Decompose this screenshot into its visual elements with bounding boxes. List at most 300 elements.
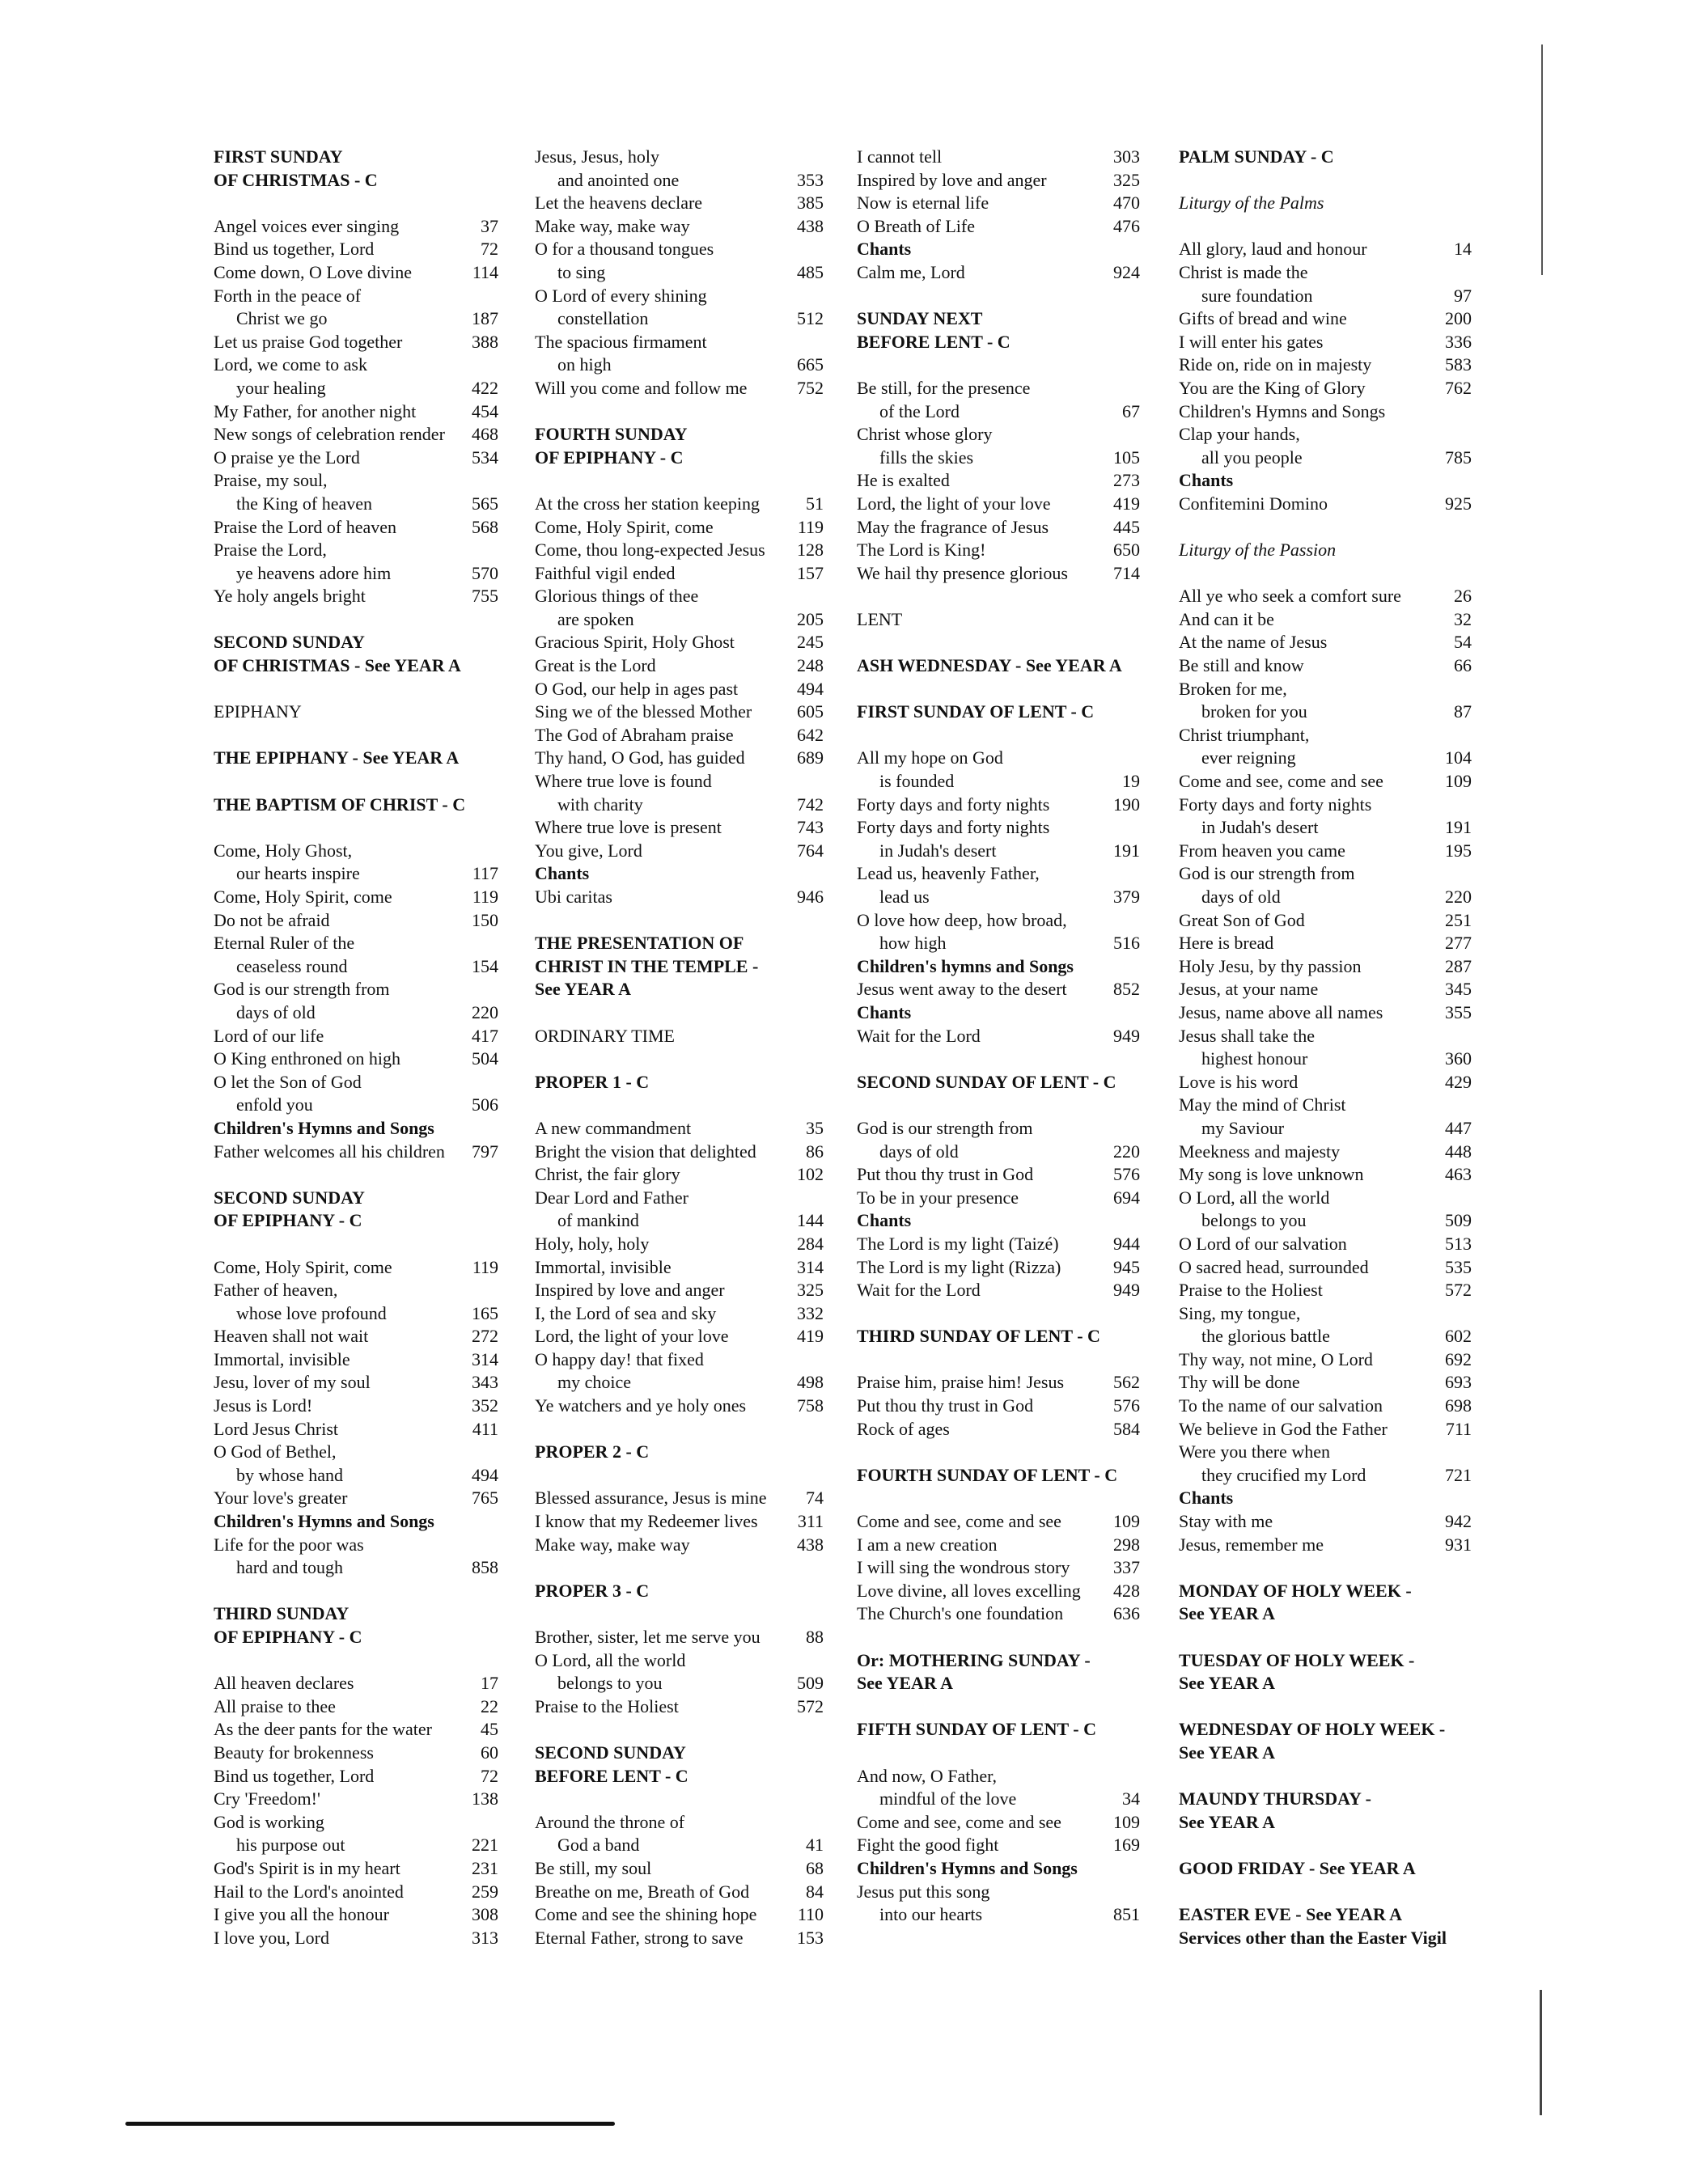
hymn-title: Holy Jesu, by thy passion — [1179, 955, 1362, 976]
section-heading: PALM SUNDAY - C — [1179, 146, 1334, 167]
hymn-number: 332 — [797, 1302, 824, 1323]
hymn-title: Christ we go — [236, 308, 328, 329]
hymn-title: The Lord is my light (Taizé) — [857, 1233, 1059, 1254]
hymn-entry — [214, 1765, 498, 1788]
spacer — [535, 1788, 824, 1811]
hymn-entry — [214, 955, 498, 979]
hymn-number: 755 — [472, 586, 498, 607]
hymn-title: constellation — [557, 308, 649, 329]
hymn-title: they crucified my Lord — [1201, 1464, 1366, 1485]
section-heading: EPIPHANY — [214, 701, 302, 722]
section-heading: THE EPIPHANY - See YEAR A — [214, 747, 460, 768]
hymn-entry — [1179, 932, 1472, 955]
category-label: Children's hymns and Songs — [857, 955, 1074, 976]
hymn-entry — [214, 1788, 498, 1811]
hymn-number: 110 — [797, 1904, 824, 1925]
hymn-title: Rock of ages — [857, 1418, 950, 1439]
hymn-number: 303 — [1113, 146, 1140, 167]
hymn-number: 153 — [797, 1927, 824, 1948]
hymn-number: 438 — [797, 215, 824, 236]
hymn-number: 445 — [1113, 516, 1140, 537]
hymn-entry — [1179, 816, 1472, 840]
hymn-number: 584 — [1113, 1418, 1140, 1439]
hymn-number: 504 — [472, 1048, 498, 1069]
hymn-number: 138 — [472, 1788, 498, 1809]
hymn-title-line: Eternal Ruler of the — [214, 933, 355, 954]
category-label: Children's Hymns and Songs — [857, 1857, 1078, 1878]
hymn-number: 35 — [806, 1117, 824, 1138]
hymn-title: Immortal, invisible — [535, 1256, 672, 1277]
hymn-title: Will you come and follow me — [535, 377, 748, 398]
hymn-title-line: Around the throne of — [535, 1811, 685, 1832]
hymn-entry — [857, 516, 1140, 540]
hymn-entry — [857, 539, 1140, 562]
hymn-title: Make way, make way — [535, 215, 690, 236]
spacer — [857, 1048, 1140, 1071]
hymn-number: 272 — [472, 1326, 498, 1347]
hymn-number: 22 — [481, 1695, 498, 1716]
hymn-number: 509 — [797, 1673, 824, 1694]
hymn-entry — [535, 1141, 824, 1164]
hymn-entry — [535, 215, 824, 239]
hymn-entry — [857, 1834, 1140, 1857]
hymn-number: 109 — [1445, 771, 1472, 792]
hymn-title: hard and tough — [236, 1557, 343, 1578]
spacer — [857, 678, 1140, 701]
hymn-number: 851 — [1113, 1904, 1140, 1925]
hymn-entry — [214, 423, 498, 447]
hymn-title-line: All my hope on God — [857, 747, 1003, 768]
spacer — [1179, 1834, 1472, 1857]
hymn-title: I know that my Redeemer lives — [535, 1511, 758, 1532]
hymn-title: Lord, the light of your love — [535, 1326, 729, 1347]
hymn-entry — [857, 1580, 1140, 1603]
hymn-number: 721 — [1445, 1464, 1472, 1485]
section-heading: FOURTH SUNDAY — [535, 424, 688, 445]
hymn-title: I cannot tell — [857, 146, 943, 167]
hymn-title-line: Were you there when — [1179, 1441, 1330, 1462]
hymn-title-line: Come, Holy Ghost, — [214, 840, 353, 861]
hymn-number: 714 — [1113, 562, 1140, 583]
spacer — [1179, 562, 1472, 586]
hymn-entry — [214, 1881, 498, 1904]
hymn-number: 438 — [797, 1534, 824, 1555]
hymn-title: Forty days and forty nights — [857, 794, 1050, 815]
hymn-number: 570 — [472, 562, 498, 583]
hymn-title: our hearts inspire — [236, 863, 360, 884]
hymn-entry — [535, 608, 824, 632]
hymn-title: Wait for the Lord — [857, 1025, 981, 1046]
hymn-title: my choice — [557, 1372, 632, 1393]
hymn-title: He is exalted — [857, 470, 950, 491]
hymn-title: Meekness and majesty — [1179, 1141, 1341, 1162]
hymn-title: how high — [879, 933, 947, 954]
section-heading: OF CHRISTMAS - See YEAR A — [214, 655, 461, 676]
hymn-entry — [857, 1233, 1140, 1256]
hymn-number: 535 — [1445, 1256, 1472, 1277]
hymn-entry — [214, 1418, 498, 1441]
hymn-entry — [857, 169, 1140, 193]
hymn-number: 494 — [472, 1464, 498, 1485]
section-heading: See YEAR A — [1179, 1673, 1275, 1694]
index-column-2 — [535, 146, 824, 1949]
hymn-number: 195 — [1445, 840, 1472, 861]
hymn-entry — [1179, 1256, 1472, 1280]
hymn-title: We hail thy presence glorious — [857, 562, 1068, 583]
hymn-title: belongs to you — [557, 1673, 663, 1694]
hymn-entry — [535, 678, 824, 701]
category-label: Chants — [857, 1210, 912, 1231]
hymn-number: 925 — [1445, 493, 1472, 514]
spacer — [1179, 1695, 1472, 1719]
hymn-number: 636 — [1113, 1603, 1140, 1624]
hymn-title: Lord of our life — [214, 1025, 324, 1046]
hymn-number: 858 — [472, 1557, 498, 1578]
hymn-title-line: Christ triumphant, — [1179, 724, 1310, 745]
hymn-number: 32 — [1454, 608, 1472, 629]
hymn-entry — [857, 1395, 1140, 1418]
hymn-entry — [535, 307, 824, 331]
hymn-number: 422 — [472, 377, 498, 398]
hymn-title-line: God is our strength from — [214, 979, 390, 1000]
hymn-number: 942 — [1445, 1511, 1472, 1532]
hymn-entry — [857, 840, 1140, 863]
hymn-number: 87 — [1454, 701, 1472, 722]
hymn-entry — [214, 377, 498, 400]
hymn-entry — [857, 469, 1140, 493]
hymn-entry — [1179, 955, 1472, 979]
hymn-number: 583 — [1445, 354, 1472, 375]
hymn-title: Holy, holy, holy — [535, 1233, 650, 1254]
hymn-title-line: God is working — [214, 1811, 324, 1832]
hymn-title: All ye who seek a comfort sure — [1179, 586, 1401, 607]
spacer — [1179, 1626, 1472, 1649]
section-heading: MONDAY OF HOLY WEEK - — [1179, 1580, 1412, 1601]
hymn-title: Make way, make way — [535, 1534, 690, 1555]
hymn-entry — [1179, 1348, 1472, 1372]
hymn-entry — [1179, 747, 1472, 770]
hymn-entry — [535, 1626, 824, 1649]
hymn-entry — [1179, 1325, 1472, 1348]
hymn-number: 343 — [472, 1372, 498, 1393]
spacer — [214, 1233, 498, 1256]
section-heading: BEFORE LENT - C — [535, 1765, 688, 1786]
hymn-number: 311 — [797, 1511, 824, 1532]
section-heading: TUESDAY OF HOLY WEEK - — [1179, 1649, 1415, 1670]
hymn-title: I will sing the wondrous story — [857, 1557, 1070, 1578]
hymn-entry — [214, 261, 498, 285]
hymn-title: Stay with me — [1179, 1511, 1273, 1532]
hymn-number: 200 — [1445, 308, 1472, 329]
hymn-title: As the deer pants for the water — [214, 1719, 433, 1740]
hymn-number: 417 — [472, 1025, 498, 1046]
hymn-entry — [1179, 1071, 1472, 1094]
hymn-title: And can it be — [1179, 608, 1274, 629]
hymn-entry — [214, 1857, 498, 1881]
hymn-title: O praise ye the Lord — [214, 447, 360, 468]
hymn-number: 785 — [1445, 447, 1472, 468]
hymn-entry — [535, 1672, 824, 1695]
hymn-entry — [1179, 1510, 1472, 1534]
hymn-title: lead us — [879, 887, 930, 907]
spacer — [214, 816, 498, 840]
hymn-title: Inspired by love and anger — [535, 1280, 725, 1301]
hymn-entry — [214, 1556, 498, 1580]
hymn-entry — [857, 1371, 1140, 1395]
hymn-entry — [1179, 909, 1472, 933]
section-heading: GOOD FRIDAY - See YEAR A — [1179, 1857, 1416, 1878]
section-heading: See YEAR A — [1179, 1603, 1275, 1624]
hymn-number: 26 — [1454, 586, 1472, 607]
hymn-entry — [535, 1163, 824, 1187]
hymn-entry — [1179, 585, 1472, 608]
hymn-entry — [857, 1418, 1140, 1441]
spacer — [1179, 1881, 1472, 1904]
hymn-number: 494 — [797, 678, 824, 699]
hymn-title: Praise him, praise him! Jesus — [857, 1372, 1065, 1393]
hymn-number: 411 — [472, 1418, 498, 1439]
hymn-number: 191 — [1113, 840, 1140, 861]
hymn-title: Let us praise God together — [214, 331, 403, 352]
hymn-title: to sing — [557, 261, 606, 282]
hymn-title-line: Jesus put this song — [857, 1881, 990, 1902]
spacer — [857, 1094, 1140, 1117]
hymn-title: O sacred head, surrounded — [1179, 1256, 1369, 1277]
hymn-number: 605 — [797, 701, 824, 722]
section-heading: THE BAPTISM OF CHRIST - C — [214, 794, 466, 815]
hymn-entry — [214, 1487, 498, 1510]
hymn-number: 513 — [1445, 1233, 1472, 1254]
hymn-entry — [535, 539, 824, 562]
hymn-entry — [535, 1927, 824, 1950]
hymn-number: 88 — [806, 1627, 824, 1647]
hymn-number: 752 — [797, 377, 824, 398]
hymn-title: Beauty for brokenness — [214, 1742, 374, 1763]
hymn-title: Come, Holy Spirit, come — [214, 887, 392, 907]
hymn-entry — [214, 1348, 498, 1372]
hymn-title: mindful of the love — [879, 1788, 1017, 1809]
hymn-title-line: Be still, for the presence — [857, 377, 1031, 398]
hymn-title: Blessed assurance, Jesus is mine — [535, 1488, 767, 1509]
spacer — [535, 1718, 824, 1742]
hymn-number: 259 — [472, 1881, 498, 1902]
spacer — [214, 1649, 498, 1673]
hymn-title: I, the Lord of sea and sky — [535, 1302, 717, 1323]
hymn-title: the glorious battle — [1201, 1326, 1330, 1347]
hymn-entry — [535, 1209, 824, 1233]
hymn-number: 17 — [481, 1673, 498, 1694]
hymn-entry — [1179, 493, 1472, 516]
hymn-title: days of old — [879, 1141, 959, 1162]
hymn-number: 74 — [806, 1488, 824, 1509]
hymn-entry — [857, 1602, 1140, 1626]
hymn-entry — [535, 1857, 824, 1881]
hymn-title: Come, Holy Spirit, come — [535, 516, 714, 537]
hymn-title: Thy will be done — [1179, 1372, 1300, 1393]
hymn-entry — [535, 840, 824, 863]
section-heading: CHRIST IN THE TEMPLE - — [535, 955, 759, 976]
hymn-entry — [857, 1556, 1140, 1580]
liturgy-subheading: Liturgy of the Palms — [1179, 193, 1324, 214]
spacer — [857, 1302, 1140, 1326]
hymn-number: 66 — [1454, 655, 1472, 676]
hymn-title: of the Lord — [879, 400, 960, 421]
hymn-title: days of old — [1201, 887, 1281, 907]
hymn-entry — [535, 886, 824, 909]
hymn-number: 37 — [481, 215, 498, 236]
hymn-title: Wait for the Lord — [857, 1280, 981, 1301]
hymn-number: 485 — [797, 261, 824, 282]
hymn-number: 97 — [1454, 285, 1472, 306]
hymn-number: 308 — [472, 1904, 498, 1925]
hymn-entry — [214, 585, 498, 608]
hymn-number: 19 — [1122, 771, 1140, 792]
category-label: Chants — [1179, 470, 1234, 491]
spacer — [857, 1626, 1140, 1649]
hymn-title: Let the heavens declare — [535, 193, 703, 214]
hymn-number: 119 — [472, 1256, 498, 1277]
hymn-number: 852 — [1113, 979, 1140, 1000]
hymn-title-line: God is our strength from — [857, 1117, 1033, 1138]
hymn-title: Your love's greater — [214, 1488, 348, 1509]
hymn-entry — [857, 886, 1140, 909]
hymn-title: Be still and know — [1179, 655, 1304, 676]
category-label: Services other than the Easter Vigil — [1179, 1927, 1447, 1948]
spacer — [857, 285, 1140, 308]
hymn-title: All praise to thee — [214, 1695, 336, 1716]
spacer — [535, 469, 824, 493]
hymn-title: and anointed one — [557, 169, 680, 190]
hymn-entry — [535, 353, 824, 377]
hymn-title: Great is the Lord — [535, 655, 656, 676]
hymn-entry — [214, 1903, 498, 1927]
section-heading: SUNDAY NEXT — [857, 308, 983, 329]
hymn-number: 945 — [1113, 1256, 1140, 1277]
hymn-title: Love is his word — [1179, 1071, 1299, 1092]
hymn-entry — [1179, 377, 1472, 400]
hymn-number: 385 — [797, 193, 824, 214]
hymn-number: 314 — [472, 1348, 498, 1369]
section-heading: See YEAR A — [1179, 1742, 1275, 1763]
hymn-entry — [857, 1534, 1140, 1557]
hymn-number: 325 — [1113, 169, 1140, 190]
hymn-entry — [214, 331, 498, 354]
hymn-number: 119 — [472, 887, 498, 907]
hymn-title: I give you all the honour — [214, 1904, 389, 1925]
hymn-number: 119 — [797, 516, 824, 537]
hymn-number: 447 — [1445, 1117, 1472, 1138]
hymn-title: O God, our help in ages past — [535, 678, 739, 699]
hymn-title: Immortal, invisible — [214, 1348, 350, 1369]
hymn-number: 468 — [472, 424, 498, 445]
hymn-entry — [214, 215, 498, 239]
hymn-title-line: Children's Hymns and Songs — [1179, 400, 1386, 421]
hymn-entry — [1179, 238, 1472, 261]
section-heading: See YEAR A — [1179, 1811, 1275, 1832]
hymn-title-line: O love how deep, how broad, — [857, 909, 1067, 930]
hymn-title: To the name of our salvation — [1179, 1395, 1383, 1416]
hymn-title: Sing we of the blessed Mother — [535, 701, 752, 722]
hymn-number: 506 — [472, 1094, 498, 1115]
hymn-entry — [857, 770, 1140, 794]
hymn-title: May the fragrance of Jesus — [857, 516, 1049, 537]
hymn-number: 190 — [1113, 794, 1140, 815]
spacer — [1179, 215, 1472, 239]
hymn-title: Come, thou long-expected Jesus — [535, 540, 765, 561]
hymn-entry — [535, 493, 824, 516]
section-heading: ASH WEDNESDAY - See YEAR A — [857, 655, 1122, 676]
hymn-title-line: Jesus shall take the — [1179, 1025, 1316, 1046]
hymn-entry — [1179, 1209, 1472, 1233]
hymn-title: We believe in God the Father — [1179, 1418, 1388, 1439]
section-heading: FOURTH SUNDAY OF LENT - C — [857, 1464, 1118, 1485]
hymn-entry — [214, 562, 498, 586]
hymn-entry — [214, 1302, 498, 1326]
hymn-title: Here is bread — [1179, 933, 1274, 954]
hymn-title-line: Clap your hands, — [1179, 424, 1300, 445]
hymn-number: 692 — [1445, 1348, 1472, 1369]
hymn-number: 273 — [1113, 470, 1140, 491]
hymn-entry — [214, 1395, 498, 1418]
hymn-entry — [857, 794, 1140, 817]
hymn-title-line: Glorious things of thee — [535, 586, 699, 607]
hymn-title-line: O let the Son of God — [214, 1071, 362, 1092]
hymn-entry — [1179, 1464, 1472, 1488]
hymn-entry — [214, 909, 498, 933]
hymn-entry — [214, 1094, 498, 1117]
hymn-title: into our hearts — [879, 1904, 983, 1925]
hymn-title: by whose hand — [236, 1464, 343, 1485]
hymn-title: all you people — [1201, 447, 1303, 468]
section-heading: PROPER 3 - C — [535, 1580, 650, 1601]
hymn-title: Do not be afraid — [214, 909, 330, 930]
hymn-entry — [535, 1534, 824, 1557]
hymn-title: Calm me, Lord — [857, 261, 965, 282]
hymn-entry — [1179, 886, 1472, 909]
hymn-entry — [1179, 331, 1472, 354]
hymn-title: Lord, the light of your love — [857, 493, 1051, 514]
hymn-title: My song is love unknown — [1179, 1164, 1364, 1185]
hymn-entry — [535, 1302, 824, 1326]
spacer — [857, 631, 1140, 654]
section-heading: THE PRESENTATION OF — [535, 933, 744, 954]
hymn-number: 454 — [472, 400, 498, 421]
hymn-entry — [535, 1325, 824, 1348]
hymn-title: Thy hand, O God, has guided — [535, 747, 745, 768]
hymn-title: Bright the vision that delighted — [535, 1141, 756, 1162]
hymn-title: New songs of celebration render — [214, 424, 445, 445]
hymn-number: 54 — [1454, 632, 1472, 653]
spacer — [1179, 516, 1472, 540]
hymn-title: your healing — [236, 377, 326, 398]
spacer — [535, 909, 824, 933]
hymn-entry — [857, 1788, 1140, 1811]
hymn-entry — [857, 1256, 1140, 1280]
hymn-title: Come and see the shining hope — [535, 1904, 757, 1925]
hymn-entry — [535, 1395, 824, 1418]
scan-edge-mark — [1540, 1990, 1542, 2115]
hymn-number: 562 — [1113, 1372, 1140, 1393]
hymn-entry — [214, 1742, 498, 1765]
hymn-title: At the name of Jesus — [1179, 632, 1328, 653]
hymn-title-line: Jesus, Jesus, holy — [535, 146, 660, 167]
hymn-title: Gifts of bread and wine — [1179, 308, 1347, 329]
hymn-number: 470 — [1113, 193, 1140, 214]
hymn-number: 104 — [1445, 747, 1472, 768]
hymn-number: 576 — [1113, 1395, 1140, 1416]
hymn-number: 314 — [797, 1256, 824, 1277]
hymn-title: All heaven declares — [214, 1673, 354, 1694]
